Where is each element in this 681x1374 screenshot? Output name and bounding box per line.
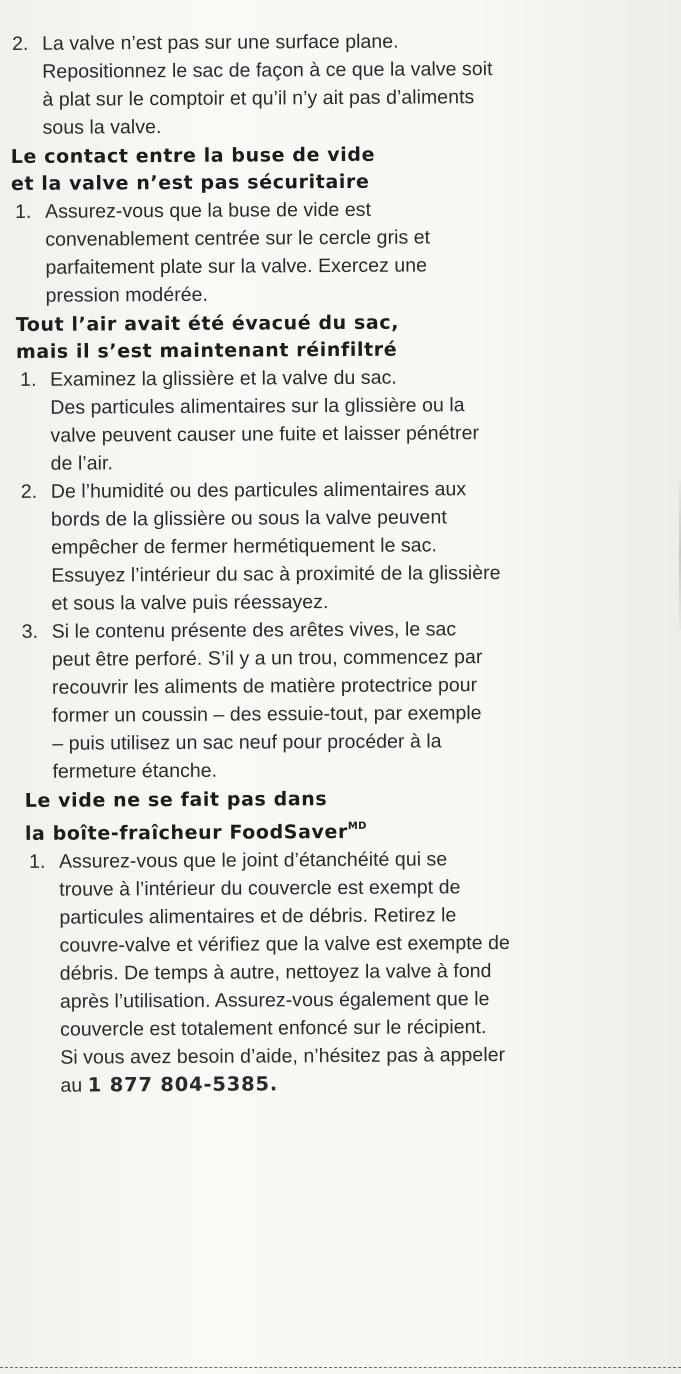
heading-line: Tout l’air avait été évacué du sac, xyxy=(15,311,400,336)
section-heading xyxy=(25,784,653,848)
item-line xyxy=(60,1068,654,1100)
item-line: fermeture étanche. xyxy=(52,759,218,783)
list-item xyxy=(11,194,650,310)
section-air-reentered xyxy=(16,308,653,786)
heading-line: Le contact entre la buse de vide xyxy=(10,143,376,168)
item-line: Assurez-vous que le joint d’étanchéité qui se xyxy=(59,848,448,873)
troubleshooting-text xyxy=(8,26,655,1100)
section-valve-not-flat xyxy=(8,26,649,142)
item-line: Si vous avez besoin d’aide, n’hésitez pas à appeler xyxy=(60,1043,506,1069)
item-line: à plat sur le comptoir et qu’il n’y ait pas d’aliments xyxy=(42,86,475,111)
item-line: Repositionnez le sac de façon à ce que la valve soit xyxy=(42,58,493,83)
item-line: bords de la glissière ou sous la valve peuvent xyxy=(50,506,447,531)
item-line: trouve à l’intérieur du couvercle est exempt de xyxy=(59,876,461,901)
item-line: parfaitement plate sur la valve. Exercez une xyxy=(45,254,428,279)
item-line: particules alimentaires et de débris. Retirez le xyxy=(59,904,457,929)
list-item xyxy=(17,474,652,618)
phone-number: 1 877 804-5385. xyxy=(87,1072,279,1097)
list-item xyxy=(8,26,649,142)
trademark-superscript: MD xyxy=(347,820,367,832)
list-item xyxy=(18,614,653,786)
item-line: Si le contenu présente des arêtes vives, le sac xyxy=(51,618,457,643)
list-item xyxy=(25,844,655,1100)
item-line: La valve n’est pas sur une surface plane. xyxy=(42,30,399,55)
item-line: et sous la valve puis réessayez. xyxy=(51,591,329,615)
item-line: couvercle est totalement enfoncé sur le récipient. xyxy=(60,1016,487,1041)
item-number: 1. xyxy=(20,368,37,391)
item-line: après l’utilisation. Assurez-vous également que le xyxy=(59,988,490,1013)
item-line: valve peuvent causer une fuite et laisser pénétrer xyxy=(50,422,480,447)
item-line: couvre-valve et vérifiez que la valve est exempte de xyxy=(59,931,510,957)
list-item xyxy=(16,362,651,478)
item-line: former un coussin – des essuie-tout, par exemple xyxy=(52,702,482,727)
item-number: 1. xyxy=(29,850,46,873)
item-line: empêcher de fermer hermétiquement le sac. xyxy=(51,534,437,559)
item-line: – puis utilisez un sac neuf pour procéder à la xyxy=(52,730,442,755)
item-line: débris. De temps à autre, nettoyez la valve à fond xyxy=(59,960,492,985)
item-line: Essuyez l’intérieur du sac à proximité de la glissière xyxy=(51,562,501,587)
bottom-dashed-rule xyxy=(0,1367,681,1368)
item-line: Assurez-vous que la buse de vide est xyxy=(45,198,372,223)
item-number: 3. xyxy=(21,620,39,643)
section-container-vacuum xyxy=(25,784,655,1100)
section-heading xyxy=(11,140,649,198)
phone-prefix: au xyxy=(60,1074,88,1097)
heading-line: et la valve n’est pas sécuritaire xyxy=(10,170,370,195)
item-number: 1. xyxy=(15,200,32,223)
section-heading xyxy=(16,308,650,366)
item-line: convenablement centrée sur le cercle gris et xyxy=(45,226,431,251)
item-line: sous la valve. xyxy=(42,116,162,139)
item-line: de l’air. xyxy=(50,452,113,475)
item-line: recouvrir les aliments de matière protectrice pour xyxy=(51,674,478,699)
item-line: pression modérée. xyxy=(45,283,209,307)
item-line: Des particules alimentaires sur la glissière ou la xyxy=(50,394,465,419)
item-number: 2. xyxy=(12,32,29,55)
item-line: peut être perforé. S’il y a un trou, commencez par xyxy=(51,646,483,671)
item-line: Examinez la glissière et la valve du sac. xyxy=(50,366,397,391)
heading-text: la boîte-fraîcheur FoodSaver xyxy=(24,820,348,845)
heading-line: mais il s’est maintenant réinfiltré xyxy=(15,338,398,363)
item-number: 2. xyxy=(20,480,38,503)
section-nozzle-contact xyxy=(11,140,650,310)
heading-line xyxy=(25,811,653,848)
item-line: De l’humidité ou des particules alimentaires aux xyxy=(50,478,467,503)
heading-line: Le vide ne se fait pas dans xyxy=(24,788,328,812)
